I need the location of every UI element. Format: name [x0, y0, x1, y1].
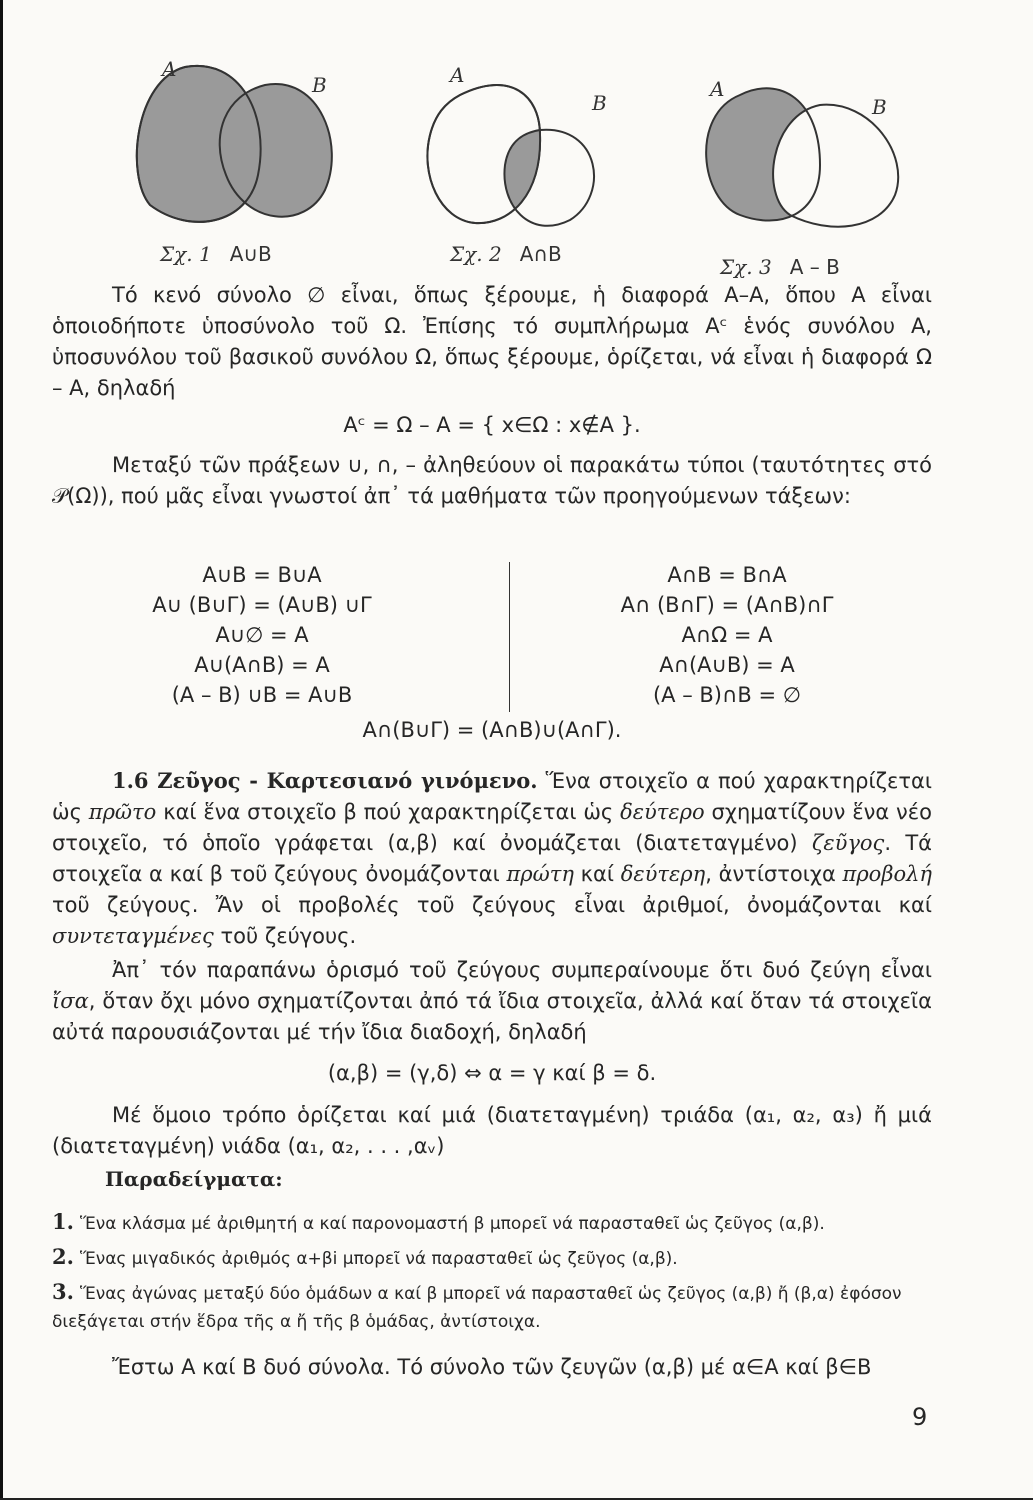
section-title: 1.6 Ζεῦγος - Καρτεσιανό γινόμενο.	[112, 768, 538, 793]
identities-block	[52, 560, 932, 745]
text-run: καί ἕνα στοιχεῖο β πού χαρακτηρίζεται ὡς	[156, 800, 621, 824]
figure-caption	[720, 255, 840, 279]
set-b-label: B	[312, 73, 327, 97]
identity-line: (A – B)∩B = ∅	[652, 683, 802, 707]
caption-prefix: Σχ. 1	[160, 242, 212, 266]
example-number: 3.	[52, 1279, 74, 1304]
text-run: , ὅταν ὄχι μόνο σχηματίζονται ἀπό τά ἴδια στοιχεῖα, ἀλλά καί ὅταν τά στοιχεῖα αὐτά παρουσιάζονται μέ τήν ἴδια διαδοχή, δηλαδή	[52, 989, 932, 1044]
paragraph-identities-intro	[52, 450, 932, 512]
figure-caption	[160, 242, 272, 266]
identity-line: A∩B = B∩A	[667, 563, 787, 587]
figure-caption	[450, 242, 562, 266]
set-b-label: B	[872, 95, 887, 119]
caption-expr: A – B	[789, 255, 840, 279]
identity-line: A∪(A∩B) = A	[194, 653, 330, 677]
paragraph-text: Μέ ὅμοιο τρόπο ὁρίζεται καί μιά (διατεταγμένη) τριάδα (α₁, α₂, α₃) ἤ μιά (διατεταγμένη) νιάδα (α₁, α₂, . . . ,αᵥ)	[52, 1103, 932, 1158]
example-item	[52, 1278, 932, 1336]
example-item	[52, 1243, 932, 1273]
text-run: ἴσα	[52, 989, 89, 1013]
identity-line: A∩ (B∩Γ) = (A∩B)∩Γ	[620, 593, 834, 617]
distributive-identity: A∩(B∪Γ) = (A∩B)∪(A∩Γ).	[362, 718, 622, 742]
venn-intersection	[427, 85, 594, 226]
paragraph-tuples	[52, 1100, 932, 1162]
caption-prefix: Σχ. 2	[450, 242, 502, 266]
text-run: δεύτερη	[620, 862, 706, 886]
text-run: πρώτη	[506, 862, 574, 886]
text-run: Ἕνα στοιχεῖο α πού χαρακτηρίζεται ὡς	[52, 769, 932, 824]
text-run: , ἀντίστοιχα	[705, 862, 843, 886]
paragraph-text	[52, 955, 932, 1048]
text-run: σχηματίζουν ἕνα νέο στοιχεῖο, τό ὁποῖο γράφεται (α,β) καί ὀνομάζεται (διατεταγμένο)	[52, 800, 932, 855]
page-number: 9	[912, 1403, 928, 1431]
set-a-label: A	[450, 63, 465, 87]
set-b-label: B	[592, 91, 607, 115]
text-run: προβολή	[842, 862, 932, 886]
pair-equality-formula: (α,β) = (γ,δ) ⇔ α = γ καί β = δ.	[327, 1061, 657, 1085]
set-a-label: A	[162, 57, 177, 81]
paragraph-text: Τό κενό σύνολο ∅ εἶναι, ὅπως ξέρουμε, ἡ διαφορά Α–Α, ὅπου Α εἶναι ὁποιοδήποτε ὑποσύνολο τοῦ Ω. Ἐπίσης τό συμπλήρωμα Aᶜ ἑνός συνόλου Α, ὑποσυνόλου τοῦ βασικοῦ συνόλου Ω, ὅπως ξέρουμε, ὁρίζεται, νά εἶναι ἡ διαφορά Ω – Α, δηλαδή	[52, 283, 932, 400]
paragraph-text: Ἔστω Α καί Β δυό σύνολα. Τό σύνολο τῶν ζευγῶν (α,β) μέ α∈Α καί β∈Β	[112, 1355, 872, 1379]
text-run: καί	[573, 862, 621, 886]
text-run: πρῶτο	[88, 800, 157, 824]
section-text	[52, 765, 932, 952]
text-run: . Τά στοιχεῖα α καί β τοῦ ζεύγους ὀνομάζονται	[52, 831, 932, 886]
paragraph-empty-set	[52, 280, 932, 441]
paragraph-text: Μεταξύ τῶν πράξεων ∪, ∩, – ἀληθεύουν οἱ παρακάτω τύποι (ταυτότητες στό 𝒫(Ω)), πού μᾶς εἶναι γνωστοί ἀπ᾿ τά μαθήματα τῶν προηγούμενων τάξεων:	[52, 453, 932, 508]
caption-prefix: Σχ. 3	[720, 255, 772, 279]
identity-line: A∪∅ = A	[215, 623, 309, 647]
caption-expr: A∩B	[519, 242, 562, 266]
identity-line: A∩(A∪B) = A	[659, 653, 795, 677]
identities-union-column	[52, 560, 472, 710]
identity-line: A∩Ω = A	[681, 623, 773, 647]
page-edge	[0, 0, 3, 1500]
section-pair	[52, 765, 932, 952]
complement-formula: Aᶜ = Ω – A = { x∈Ω : x∉A }.	[343, 413, 641, 437]
examples-title: Παραδείγματα:	[105, 1167, 283, 1191]
text-run: δεύτερο	[620, 800, 705, 824]
paragraph-closing	[52, 1352, 932, 1383]
example-text: Ἕνας ἀγώνας μεταξύ δύο ὁμάδων α καί β μπορεῖ νά παρασταθεῖ ὡς ζεῦγος (α,β) ἤ (β,α) ἐφόσον διεξάγεται στήν ἕδρα τῆς α ἤ τῆς β ὁμάδας, ἀντίστοιχα.	[52, 1284, 902, 1332]
example-text: Ἕνας μιγαδικός ἀριθμός α+βi μπορεῖ νά παρασταθεῖ ὡς ζεῦγος (α,β).	[79, 1249, 678, 1269]
text-run: Ἀπ᾿ τόν παραπάνω ὁρισμό τοῦ ζεύγους συμπεραίνουμε ὅτι δυό ζεύγη εἶναι	[112, 958, 932, 982]
example-number: 1.	[52, 1209, 74, 1234]
text-run: ζεῦγος	[811, 831, 885, 855]
set-a-label: A	[710, 77, 725, 101]
identity-line: A∪ (B∪Γ) = (A∪B) ∪Γ	[152, 593, 372, 617]
venn-union	[137, 66, 332, 222]
text-run: συντεταγμένες	[52, 924, 214, 948]
example-number: 2.	[52, 1244, 74, 1269]
text-run: τοῦ ζεύγους. Ἄν οἱ προβολές τοῦ ζεύγους εἶναι ἀριθμοί, ὀνομάζονται καί	[52, 893, 932, 917]
example-text: Ἕνα κλάσμα μέ ἀριθμητή α καί παρονομαστή β μπορεῖ νά παρασταθεῖ ὡς ζεῦγος (α,β).	[79, 1214, 825, 1234]
example-item	[52, 1208, 932, 1238]
identities-intersection-column	[522, 560, 932, 710]
paragraph-equal-pairs	[52, 955, 932, 1089]
identity-line: A∪B = B∪A	[202, 563, 322, 587]
text-run: τοῦ ζεύγους.	[213, 924, 357, 948]
venn-difference	[706, 88, 898, 226]
identity-line: (A – B) ∪B = A∪B	[171, 683, 353, 707]
venn-figures	[130, 55, 930, 285]
caption-expr: A∪B	[229, 242, 272, 266]
column-divider	[509, 562, 510, 712]
